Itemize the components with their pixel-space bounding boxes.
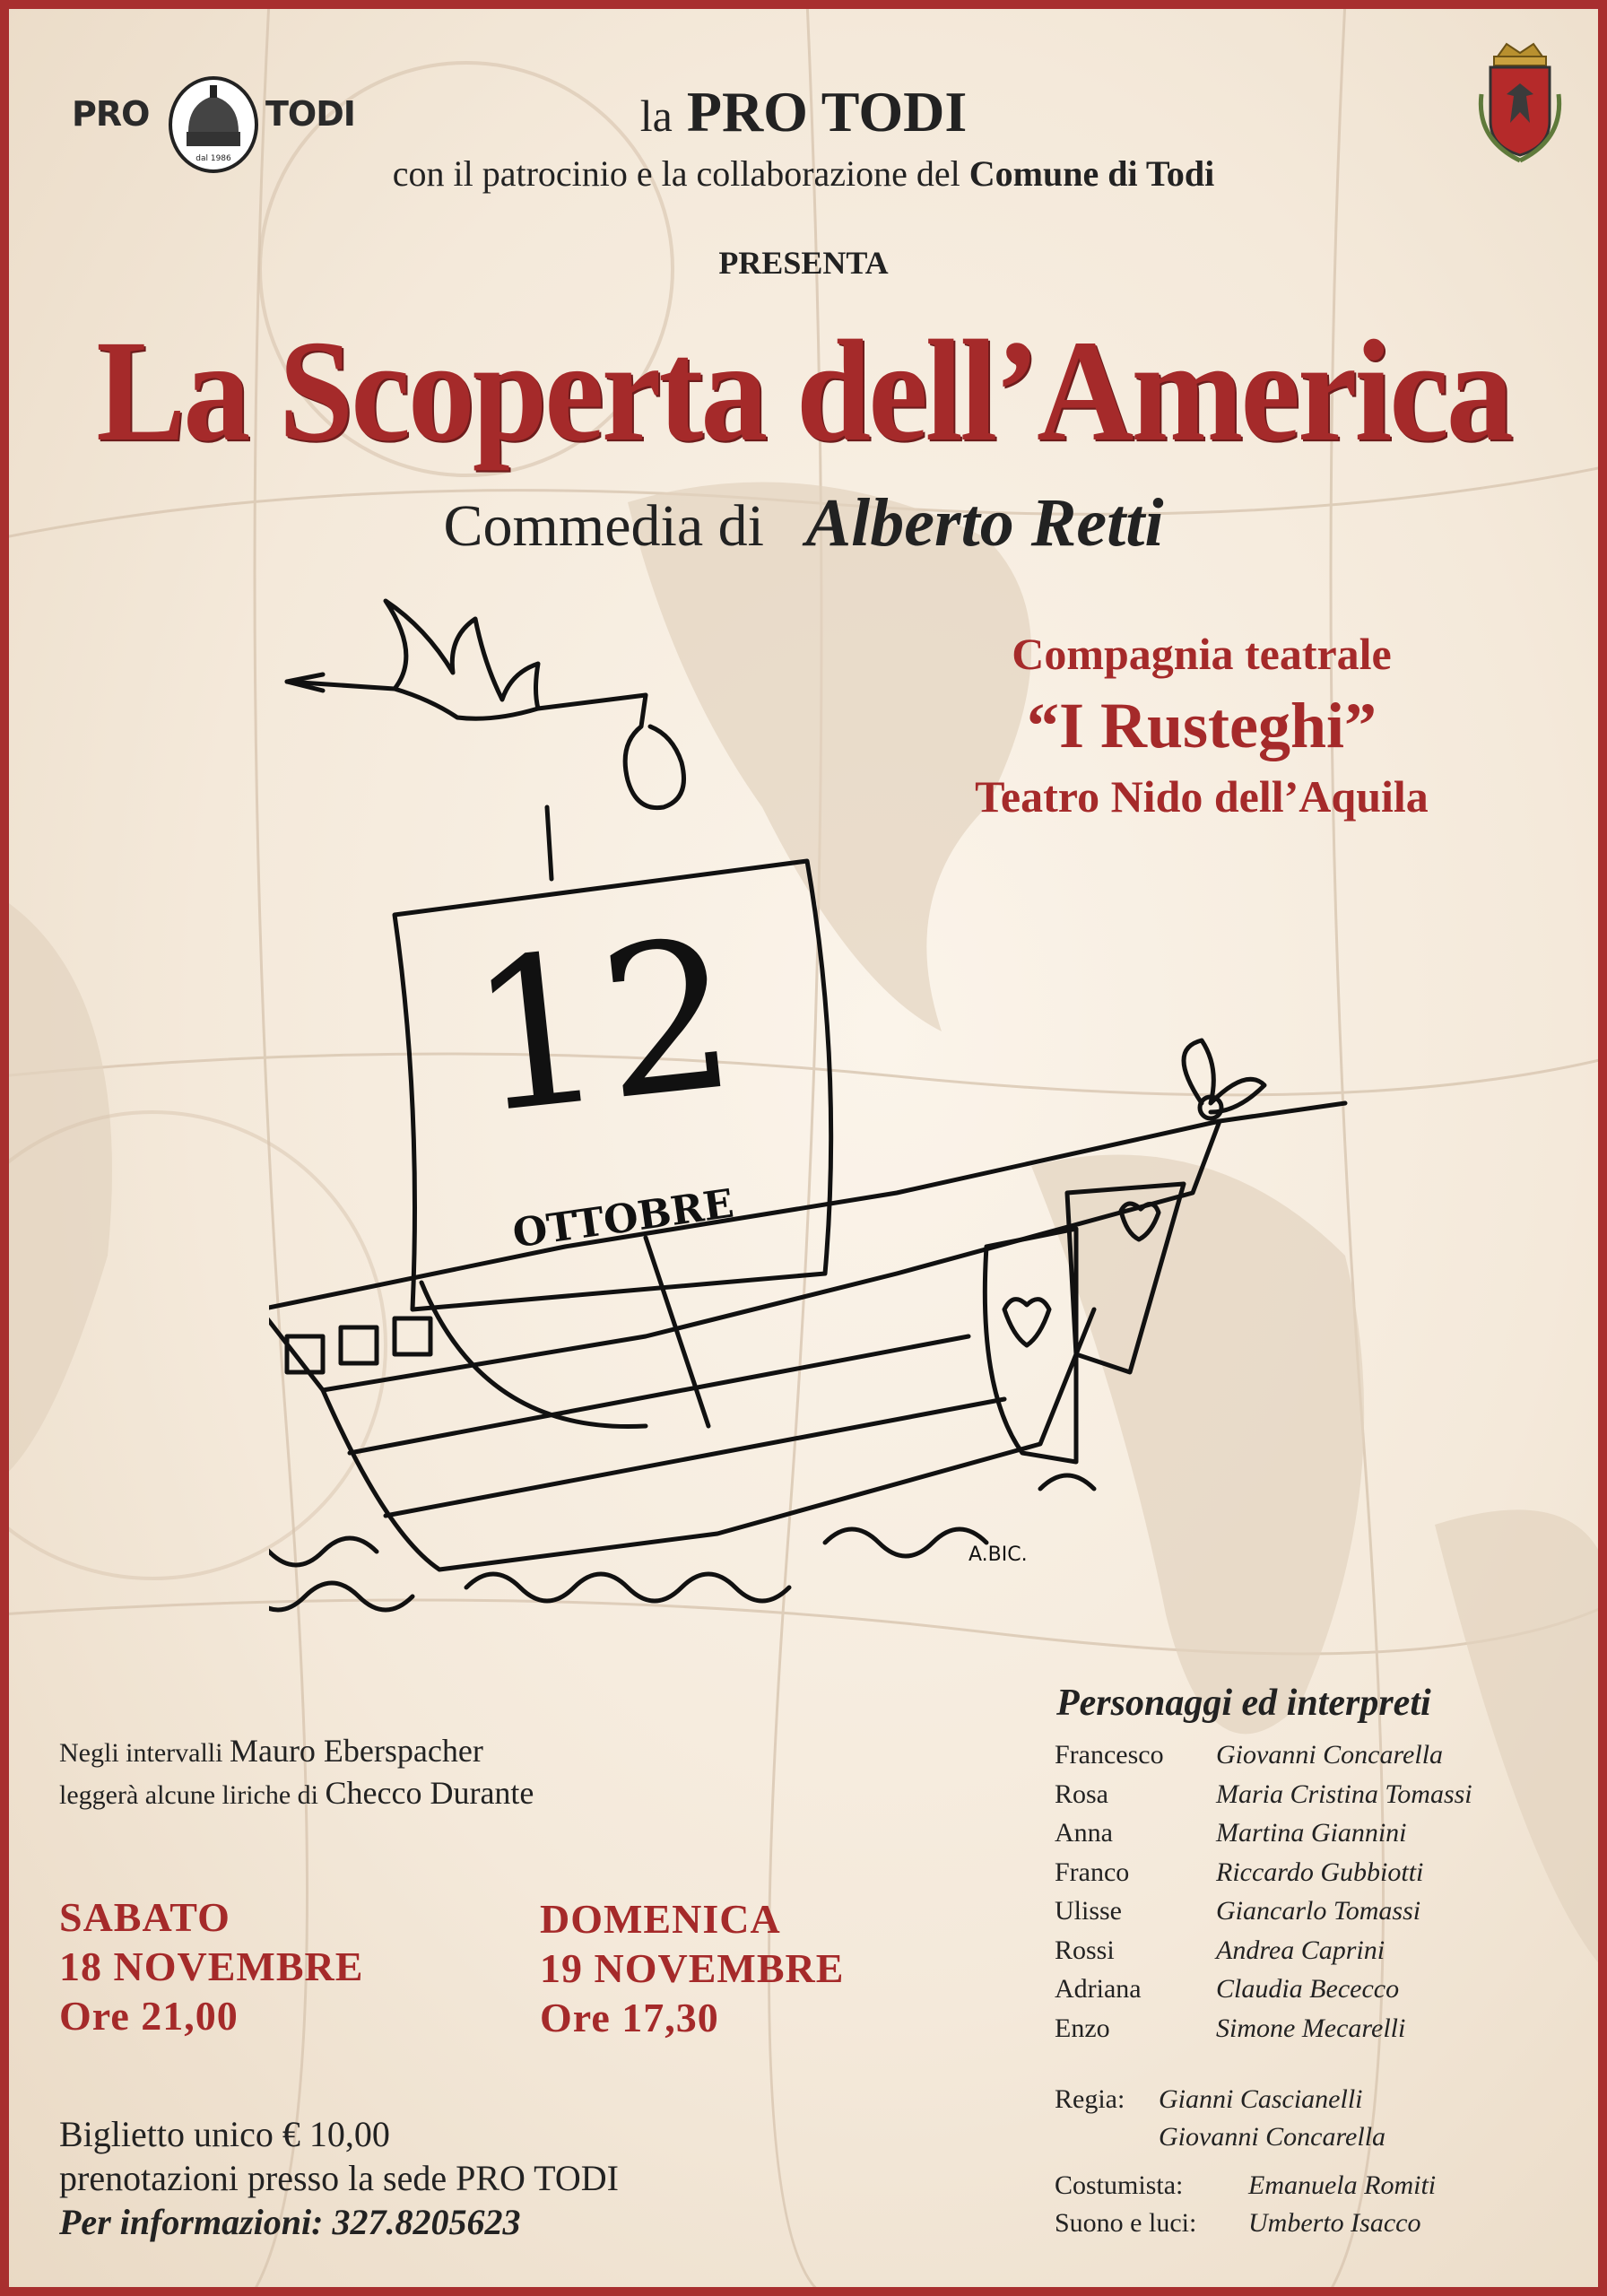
organizer-line xyxy=(0,79,1607,145)
cast-actor: Riccardo Gubbiotti xyxy=(1216,1857,1424,1887)
regia-name-2: Giovanni Concarella xyxy=(1159,2122,1386,2152)
cast-actor: Giancarlo Tomassi xyxy=(1216,1896,1421,1926)
cast-heading: Personaggi ed interpreti xyxy=(1056,1683,1431,1724)
cast-role: Adriana xyxy=(1055,1974,1142,2004)
cast-row xyxy=(1055,1735,1472,1775)
sail-number: 12 xyxy=(459,894,746,1161)
presents-label: PRESENTA xyxy=(718,245,889,281)
patronage-line xyxy=(0,152,1607,195)
cast-row xyxy=(1055,1853,1472,1892)
cast-row xyxy=(1055,1892,1472,1931)
company-name: “I Rusteghi” xyxy=(1026,690,1377,761)
ticket-price: Biglietto unico € 10,00 xyxy=(59,2114,390,2154)
date-day: SABATO xyxy=(59,1894,230,1940)
theatre-name: Teatro Nido dell’Aquila xyxy=(975,771,1429,822)
cast-role: Francesco xyxy=(1055,1740,1164,1770)
cast-row xyxy=(1055,2009,1472,2048)
cast-actor: Andrea Caprini xyxy=(1216,1935,1385,1965)
regia-name-1: Gianni Cascianelli xyxy=(1159,2084,1363,2114)
logo-left-text: PRO xyxy=(72,94,150,134)
ship-illustration xyxy=(269,565,1399,1623)
intervals-note xyxy=(59,1731,534,1815)
cast-role: Enzo xyxy=(1055,2013,1110,2043)
cast-actor: Giovanni Concarella xyxy=(1216,1740,1444,1770)
suono-label: Suono e luci: xyxy=(1055,2208,1197,2238)
cast-role: Ulisse xyxy=(1055,1896,1122,1926)
poet-name: Checco Durante xyxy=(325,1775,534,1811)
cast-role: Franco xyxy=(1055,1857,1130,1887)
date-time: Ore 21,00 xyxy=(59,1993,239,2039)
ticket-phone: Per informazioni: 327.8205623 xyxy=(59,2202,521,2242)
cast-actor: Maria Cristina Tomassi xyxy=(1216,1779,1472,1809)
illustrator-signature: A.BIC. xyxy=(969,1544,1028,1566)
date-saturday xyxy=(59,1892,363,2040)
credits xyxy=(1055,2081,1436,2242)
regia-label: Regia: xyxy=(1055,2084,1125,2114)
play-title: La Scoperta dell’America xyxy=(96,310,1511,472)
stork-icon xyxy=(287,601,684,808)
company-line: Compagnia teatrale xyxy=(1012,629,1392,679)
costumi-name: Emanuela Romiti xyxy=(1248,2170,1437,2200)
date-date: 19 NOVEMBRE xyxy=(540,1945,845,1991)
cast-row xyxy=(1055,1931,1472,1970)
cast-role: Rossi xyxy=(1055,1935,1115,1965)
suono-name: Umberto Isacco xyxy=(1248,2208,1421,2238)
cast-row xyxy=(1055,1970,1472,2009)
logo-right-text: TODI xyxy=(265,94,355,134)
ticket-info xyxy=(59,2112,619,2244)
patronage-bold: Comune di Todi xyxy=(969,153,1215,194)
date-date: 18 NOVEMBRE xyxy=(59,1944,364,1989)
sail-month: OTTOBRE xyxy=(509,1180,737,1257)
costumi-label: Costumista: xyxy=(1055,2170,1184,2200)
cast-row xyxy=(1055,1775,1472,1814)
date-time: Ore 17,30 xyxy=(540,1995,719,2040)
reader-name: Mauro Eberspacher xyxy=(229,1733,483,1769)
cast-list xyxy=(1055,1735,1472,2048)
organizer-prefix: la xyxy=(639,91,673,141)
cast-role: Anna xyxy=(1055,1818,1113,1848)
author-line xyxy=(0,484,1607,562)
intervals-text-a: Negli intervalli xyxy=(59,1738,223,1768)
cast-actor: Simone Mecarelli xyxy=(1216,2013,1406,2043)
ticket-booking: prenotazioni presso la sede PRO TODI xyxy=(59,2158,619,2198)
intervals-text-c: leggerà alcune liriche di xyxy=(59,1780,319,1810)
subtitle-prefix: Commedia di xyxy=(443,493,764,559)
cast-actor: Martina Giannini xyxy=(1216,1818,1407,1848)
date-day: DOMENICA xyxy=(540,1896,781,1942)
date-sunday xyxy=(540,1894,844,2042)
organizer-name: PRO TODI xyxy=(686,80,968,144)
cast-actor: Claudia Bececco xyxy=(1216,1974,1400,2004)
cast-row xyxy=(1055,1813,1472,1853)
author-name: Alberto Retti xyxy=(805,485,1164,561)
cast-role: Rosa xyxy=(1055,1779,1108,1809)
logo-est-text: dal 1986 xyxy=(195,154,231,163)
patronage-text: con il patrocinio e la collaborazione del xyxy=(392,153,960,194)
